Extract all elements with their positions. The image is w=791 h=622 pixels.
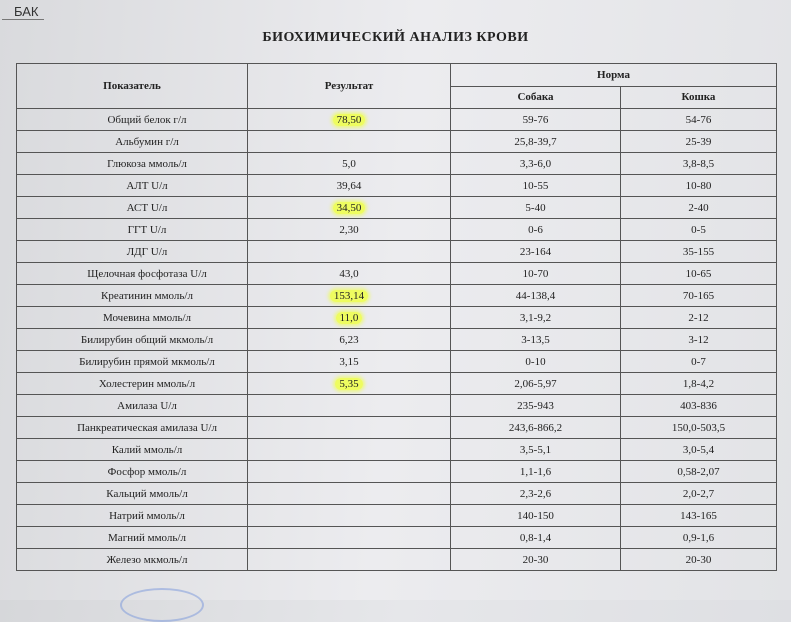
cell-norm-dog: 10-55 [451,175,621,197]
cell-norm-cat: 35-155 [621,241,777,263]
cell-indicator: Железо мкмоль/л [17,549,248,571]
cell-indicator: Магний ммоль/л [17,527,248,549]
result-value-highlighted: 5,35 [335,378,362,390]
cell-result [248,483,451,505]
table-row [17,241,777,263]
cell-indicator: Натрий ммоль/л [17,505,248,527]
cell-indicator: Кальций ммоль/л [17,483,248,505]
table-row [17,439,777,461]
cell-norm-dog: 2,3-2,6 [451,483,621,505]
cell-norm-dog: 0,8-1,4 [451,527,621,549]
cell-norm-dog: 235-943 [451,395,621,417]
header-indicator: Показатель [17,64,248,109]
cell-indicator: Билирубин прямой мкмоль/л [17,351,248,373]
result-value-highlighted: 34,50 [333,202,366,214]
cell-norm-cat: 3-12 [621,329,777,351]
table-row [17,175,777,197]
result-value-highlighted: 78,50 [333,114,366,126]
cell-indicator: Альбумин г/л [17,131,248,153]
cell-norm-dog: 0-6 [451,219,621,241]
cell-indicator: ЛДГ U/л [17,241,248,263]
cell-result [248,373,451,395]
cell-norm-cat: 20-30 [621,549,777,571]
cell-result [248,153,451,175]
cell-indicator: Глюкоза ммоль/л [17,153,248,175]
cell-result [248,527,451,549]
cell-norm-dog: 0-10 [451,351,621,373]
cell-result [248,417,451,439]
cell-result [248,439,451,461]
cell-result [248,307,451,329]
table-row [17,417,777,439]
table-row [17,219,777,241]
cell-norm-cat: 0-7 [621,351,777,373]
cell-indicator: Фосфор ммоль/л [17,461,248,483]
cell-norm-dog: 140-150 [451,505,621,527]
header-norm: Норма [451,64,777,87]
cell-indicator: Холестерин ммоль/л [17,373,248,395]
table-row [17,527,777,549]
cell-norm-cat: 25-39 [621,131,777,153]
cell-indicator: АЛТ U/л [17,175,248,197]
table-row [17,263,777,285]
cell-norm-cat: 10-65 [621,263,777,285]
table-row [17,483,777,505]
table-row [17,351,777,373]
cell-norm-cat: 0-5 [621,219,777,241]
cell-indicator: Общий белок г/л [17,109,248,131]
header-dog: Собака [451,86,621,109]
result-value: 2,30 [339,223,359,236]
cell-result [248,549,451,571]
cell-norm-cat: 70-165 [621,285,777,307]
cell-norm-dog: 243,6-866,2 [451,417,621,439]
cell-norm-cat: 403-836 [621,395,777,417]
cell-norm-dog: 59-76 [451,109,621,131]
cell-norm-cat: 10-80 [621,175,777,197]
cell-result [248,175,451,197]
cell-result [248,197,451,219]
result-value-highlighted: 11,0 [336,312,363,324]
cell-result [248,505,451,527]
cell-result [248,285,451,307]
header-result: Результат [248,64,451,109]
result-value: 3,15 [339,355,359,368]
table-row [17,461,777,483]
cell-norm-dog: 3,1-9,2 [451,307,621,329]
result-value-highlighted: 153,14 [330,290,368,302]
cell-norm-cat: 0,9-1,6 [621,527,777,549]
results-table [16,63,777,571]
cell-norm-cat: 1,8-4,2 [621,373,777,395]
table-row [17,329,777,351]
table-row [17,197,777,219]
cell-norm-cat: 2-40 [621,197,777,219]
cell-norm-cat: 54-76 [621,109,777,131]
cell-indicator: Билирубин общий мкмоль/л [17,329,248,351]
cell-result [248,329,451,351]
cell-indicator: Панкреатическая амилаза U/л [17,417,248,439]
header-cat: Кошка [621,86,777,109]
cell-indicator: Щелочная фосфотаза U/л [17,263,248,285]
table-body [17,109,777,571]
result-value: 6,23 [339,333,359,346]
cell-indicator: Калий ммоль/л [17,439,248,461]
result-value: 43,0 [339,267,359,280]
page-title: БИОХИМИЧЕСКИЙ АНАЛИЗ КРОВИ [262,30,529,45]
table-row [17,285,777,307]
cell-norm-dog: 23-164 [451,241,621,263]
cell-result [248,351,451,373]
cell-norm-dog: 3,5-5,1 [451,439,621,461]
tag-underline [2,19,44,20]
cell-norm-dog: 44-138,4 [451,285,621,307]
cell-indicator: Мочевина ммоль/л [17,307,248,329]
cell-result [248,241,451,263]
cell-norm-dog: 10-70 [451,263,621,285]
cell-result [248,461,451,483]
table-row [17,131,777,153]
result-value: 39,64 [336,179,362,192]
table-row [17,395,777,417]
cell-norm-dog: 2,06-5,97 [451,373,621,395]
cell-norm-cat: 0,58-2,07 [621,461,777,483]
cell-indicator: АСТ U/л [17,197,248,219]
cell-norm-dog: 5-40 [451,197,621,219]
table-row [17,505,777,527]
cell-indicator: Амилаза U/л [17,395,248,417]
cell-norm-cat: 3,0-5,4 [621,439,777,461]
table-row [17,109,777,131]
table-row [17,307,777,329]
cell-result [248,395,451,417]
cell-norm-cat: 3,8-8,5 [621,153,777,175]
cell-norm-cat: 143-165 [621,505,777,527]
stamp-edge [120,588,204,622]
table-row [17,153,777,175]
doc-tag: БАК [14,4,39,19]
cell-norm-cat: 150,0-503,5 [621,417,777,439]
cell-result [248,219,451,241]
cell-indicator: ГГТ U/л [17,219,248,241]
cell-norm-cat: 2,0-2,7 [621,483,777,505]
table-row [17,549,777,571]
cell-result [248,109,451,131]
cell-result [248,131,451,153]
table-row [17,373,777,395]
result-value: 5,0 [342,157,356,170]
cell-norm-dog: 20-30 [451,549,621,571]
cell-result [248,263,451,285]
cell-norm-cat: 2-12 [621,307,777,329]
cell-norm-dog: 1,1-1,6 [451,461,621,483]
cell-norm-dog: 3-13,5 [451,329,621,351]
cell-norm-dog: 25,8-39,7 [451,131,621,153]
cell-indicator: Креатинин ммоль/л [17,285,248,307]
cell-norm-dog: 3,3-6,0 [451,153,621,175]
